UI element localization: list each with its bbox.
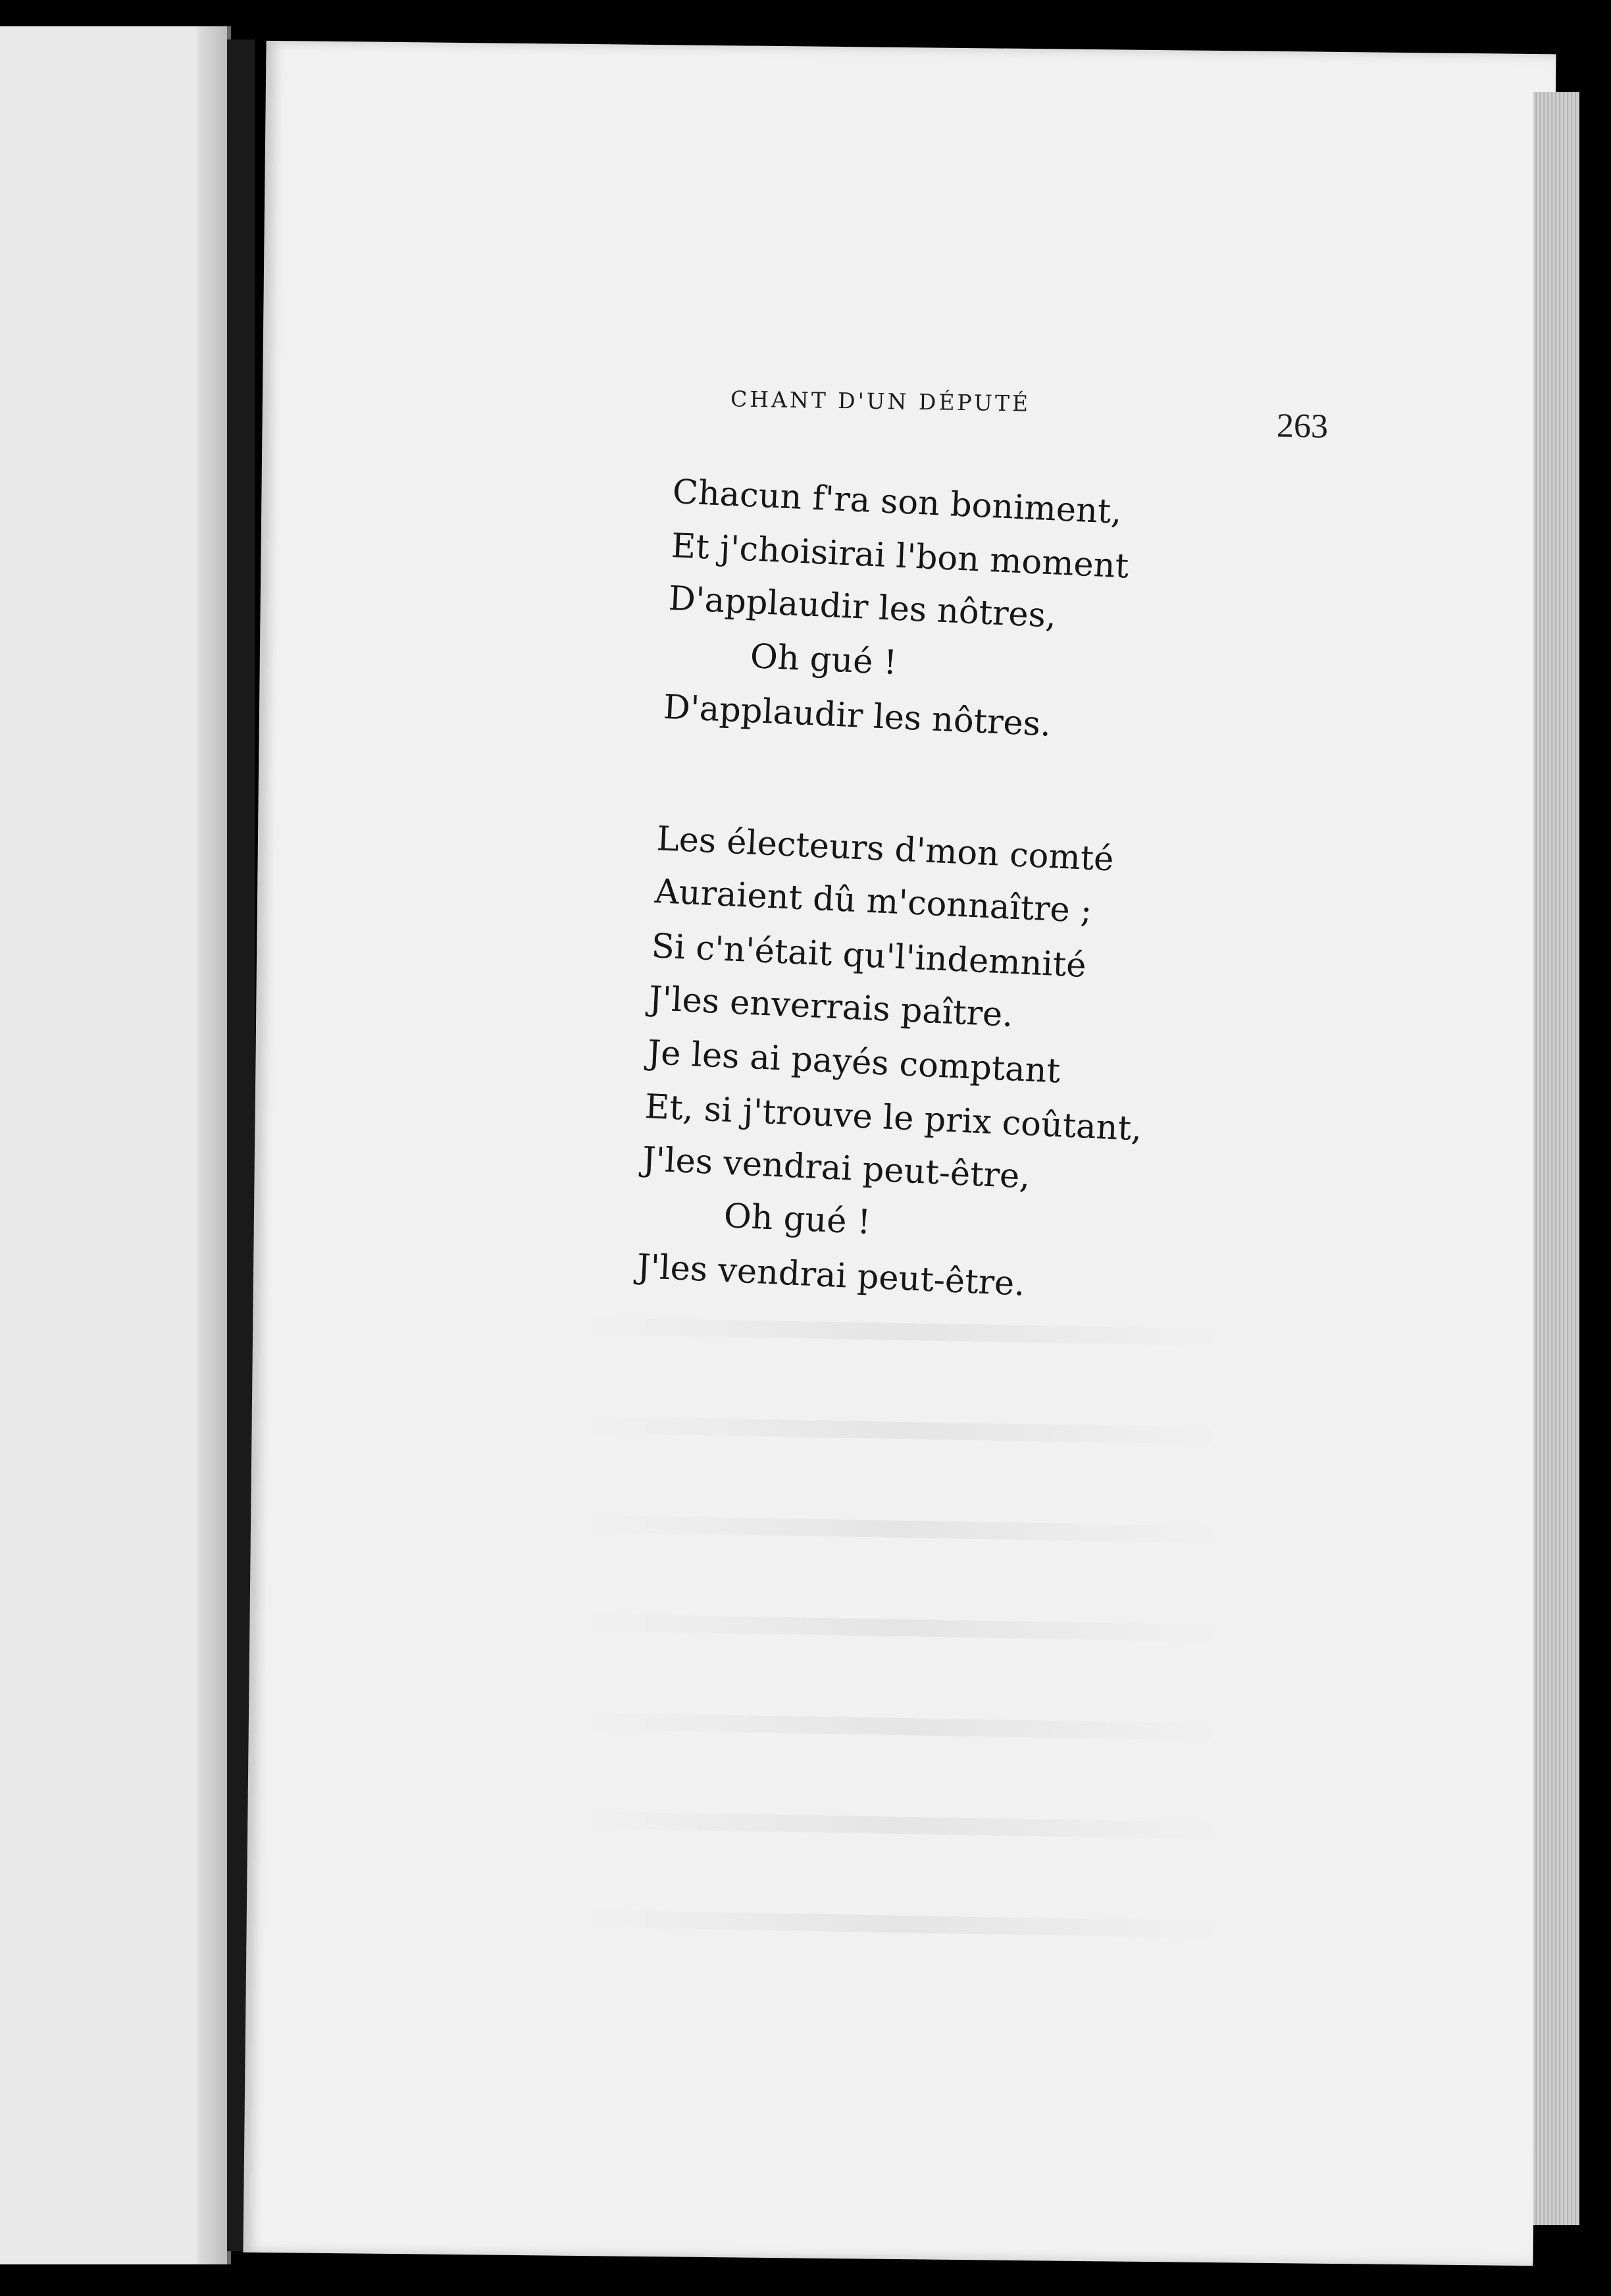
poem-line: J'les enverrais paître.: [648, 979, 1014, 1035]
poem-line: D'applaudir les nôtres,: [667, 579, 1058, 636]
poem-line: Et j'choisirai l'bon moment: [670, 527, 1130, 587]
poem-line: J'les vendrai peut-être,: [641, 1140, 1031, 1197]
poem-line: J'les vendrai peut-être.: [636, 1247, 1026, 1304]
poem-line: Si c'n'était qu'l'indemnité: [650, 927, 1087, 985]
page-number: 263: [1276, 407, 1329, 446]
poem-line: Oh gué !: [723, 1197, 872, 1243]
poem-line: Les électeurs d'mon comté: [655, 820, 1115, 879]
running-head: CHANT D'UN DÉPUTÉ: [730, 386, 1031, 417]
poem-line: D'applaudir les nôtres.: [662, 688, 1052, 744]
poem-line: Oh gué !: [749, 637, 898, 683]
poem-line: Et, si j'trouve le prix coûtant,: [644, 1087, 1143, 1149]
poem-line: Chacun f'ra son boniment,: [671, 473, 1123, 532]
poem-line: Je les ai payés comptant: [646, 1033, 1061, 1091]
poem-line: Auraient dû m'connaître ;: [653, 872, 1093, 931]
